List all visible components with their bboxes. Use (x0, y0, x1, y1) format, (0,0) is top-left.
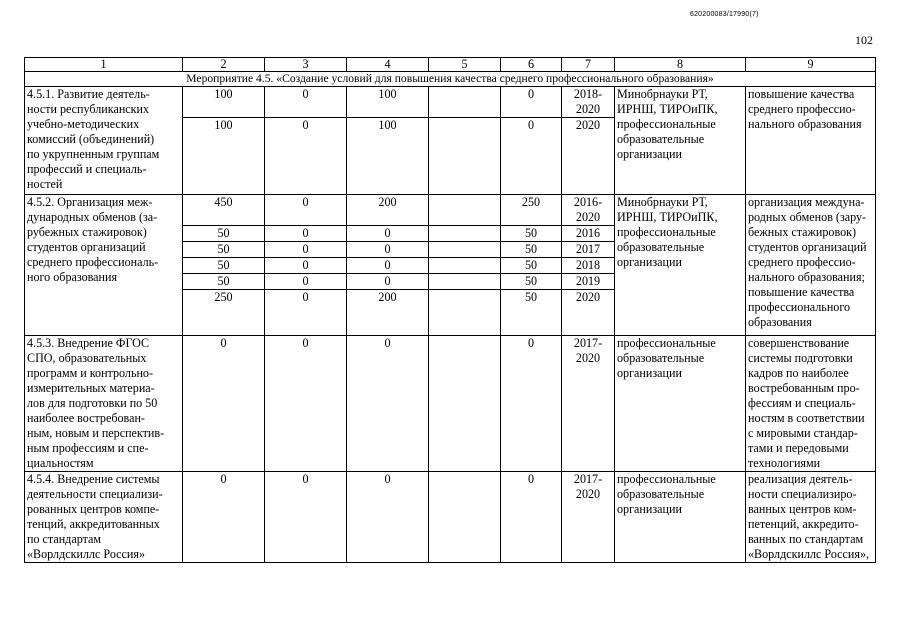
cell-line: реализация деятель- (748, 472, 853, 486)
cell-line: повышение качества (748, 285, 855, 299)
value-cell: 50 (501, 290, 562, 336)
program-table (24, 57, 876, 563)
cell-line: ности республиканских (27, 102, 150, 116)
header-cell: 9 (746, 58, 876, 72)
header-cell: 3 (265, 58, 347, 72)
value-cell: 0 (265, 274, 347, 290)
cell-line: ности специализиро- (748, 487, 857, 501)
cell-line: повышение качества (748, 87, 855, 101)
year-line: 2016 (575, 226, 601, 240)
cell-line: с мировыми стандар- (748, 426, 858, 440)
header-cell: 5 (429, 58, 501, 72)
cell-line: системы подготовки (748, 351, 853, 365)
value-cell (429, 195, 501, 226)
value-cell: 0 (501, 472, 562, 563)
table-row (25, 472, 876, 563)
year-cell (562, 258, 615, 274)
value-cell: 50 (183, 274, 265, 290)
header-cell: 8 (615, 58, 746, 72)
value-cell: 50 (501, 226, 562, 242)
header-cell: 2 (183, 58, 265, 72)
executors-cell (615, 472, 746, 563)
table-row (25, 336, 876, 472)
cell-line: фессиям и специаль- (748, 396, 856, 410)
cell-line: «Ворлдскиллс Россия», (748, 547, 870, 561)
cell-line: совершенствование (748, 336, 850, 350)
value-cell: 450 (183, 195, 265, 226)
value-cell: 200 (347, 195, 429, 226)
cell-line: среднего профессио- (748, 102, 856, 116)
executors-cell (615, 336, 746, 472)
section-title: Мероприятие 4.5. «Создание условий для повышения качества среднего профессионального образования» (25, 72, 876, 87)
value-cell: 100 (347, 87, 429, 118)
cell-line: циальностям (27, 456, 94, 470)
year-cell (562, 87, 615, 118)
cell-line: кадров по наиболее (748, 366, 849, 380)
year-cell (562, 290, 615, 336)
header-cell: 1 (25, 58, 183, 72)
cell-line: ванных по стандартам (748, 532, 864, 546)
cell-line: ностям в соответствии (748, 411, 865, 425)
value-cell: 0 (501, 87, 562, 118)
cell-line: 4.5.3. Внедрение ФГОС (27, 336, 150, 350)
cell-line: среднего профессиональ- (27, 255, 159, 269)
cell-line: комиссий (объединений) (27, 132, 155, 146)
cell-line: организации (617, 502, 682, 516)
cell-line: нального образования; (748, 270, 865, 284)
executors-cell (615, 87, 746, 195)
measure-title (25, 336, 183, 472)
value-cell: 0 (501, 118, 562, 195)
value-cell: 0 (265, 472, 347, 563)
table-row (25, 87, 876, 118)
measure-title (25, 87, 183, 195)
value-cell: 100 (347, 118, 429, 195)
cell-line: образовательные (617, 487, 705, 501)
year-cell (562, 274, 615, 290)
cell-line: тенций, аккредитованных (27, 517, 160, 531)
value-cell: 0 (501, 336, 562, 472)
year-cell (562, 226, 615, 242)
cell-line: по укрупненным группам (27, 147, 160, 161)
cell-line: лов для подготовки по 50 (27, 396, 158, 410)
value-cell: 50 (183, 242, 265, 258)
value-cell (429, 274, 501, 290)
value-cell: 250 (501, 195, 562, 226)
value-cell (429, 290, 501, 336)
cell-line: студентов организаций (27, 240, 146, 254)
cell-line: 4.5.1. Развитие деятель- (27, 87, 150, 101)
header-cell: 4 (347, 58, 429, 72)
value-cell: 0 (347, 336, 429, 472)
value-cell (429, 87, 501, 118)
value-cell (429, 118, 501, 195)
cell-line: организации (617, 255, 682, 269)
cell-line: профессиональные (617, 336, 716, 350)
result-cell (746, 472, 876, 563)
value-cell (429, 242, 501, 258)
value-cell (429, 226, 501, 242)
value-cell (429, 336, 501, 472)
year-cell (562, 242, 615, 258)
year-line: 2017 (575, 242, 601, 256)
year-line: 2018 (575, 258, 601, 272)
cell-line: программ и контрольно- (27, 366, 154, 380)
value-cell: 0 (183, 472, 265, 563)
value-cell: 0 (347, 274, 429, 290)
year-line: 2020 (575, 487, 601, 501)
executors-cell (615, 195, 746, 336)
cell-line: дународных обменов (за- (27, 210, 158, 224)
year-line: 2020 (575, 102, 601, 116)
cell-line: измерительных материа- (27, 381, 155, 395)
section-row (25, 72, 876, 87)
cell-line: по стандартам (27, 532, 102, 546)
cell-line: ИРНШ, ТИРОиПК, (617, 102, 718, 116)
value-cell: 0 (347, 226, 429, 242)
value-cell: 0 (265, 87, 347, 118)
cell-line: востребованным про- (748, 381, 860, 395)
cell-line: петенций, аккредито- (748, 517, 859, 531)
document-code: 620200083/17990(7) (690, 11, 759, 18)
cell-line: ностей (27, 177, 63, 191)
cell-line: Минобрнауки РТ, (617, 87, 708, 101)
cell-line: рованных центров компе- (27, 502, 160, 516)
cell-line: Минобрнауки РТ, (617, 195, 708, 209)
cell-line: организация междуна- (748, 195, 865, 209)
value-cell: 200 (347, 290, 429, 336)
cell-line: организации (617, 366, 682, 380)
result-cell (746, 87, 876, 195)
year-line: 2020 (575, 351, 601, 365)
year-line: 2017- (573, 336, 603, 350)
value-cell: 0 (347, 242, 429, 258)
year-cell (562, 472, 615, 563)
value-cell: 0 (265, 226, 347, 242)
value-cell: 0 (347, 258, 429, 274)
cell-line: студентов организаций (748, 240, 867, 254)
cell-line: профессиональные (617, 225, 716, 239)
header-row (25, 58, 876, 72)
cell-line: рубежных стажировок) (27, 225, 147, 239)
value-cell: 0 (265, 258, 347, 274)
result-cell (746, 336, 876, 472)
year-line: 2020 (575, 118, 601, 132)
cell-line: среднего профессио- (748, 255, 856, 269)
value-cell: 0 (265, 242, 347, 258)
table-row (25, 195, 876, 226)
cell-line: образования (748, 315, 812, 329)
cell-line: организации (617, 147, 682, 161)
cell-line: профессиональные (617, 117, 716, 131)
year-line: 2018- (573, 87, 603, 101)
year-line: 2017- (573, 472, 603, 486)
header-cell: 7 (562, 58, 615, 72)
value-cell: 100 (183, 118, 265, 195)
year-cell (562, 336, 615, 472)
value-cell: 100 (183, 87, 265, 118)
value-cell: 50 (501, 274, 562, 290)
year-line: 2016- (573, 195, 603, 209)
value-cell: 0 (265, 290, 347, 336)
measure-title (25, 472, 183, 563)
cell-line: образовательные (617, 132, 705, 146)
cell-line: ным профессиям и спе- (27, 441, 149, 455)
cell-line: деятельности специализи- (27, 487, 163, 501)
measure-title (25, 195, 183, 336)
cell-line: профессионального (748, 300, 851, 314)
cell-line: ИРНШ, ТИРОиПК, (617, 210, 718, 224)
value-cell: 50 (501, 258, 562, 274)
value-cell: 50 (501, 242, 562, 258)
result-cell (746, 195, 876, 336)
cell-line: 4.5.2. Организация меж- (27, 195, 153, 209)
cell-line: ванных центров ком- (748, 502, 857, 516)
cell-line: образовательные (617, 351, 705, 365)
cell-line: 4.5.4. Внедрение системы (27, 472, 160, 486)
value-cell: 0 (265, 195, 347, 226)
value-cell: 50 (183, 226, 265, 242)
cell-line: нального образования (748, 117, 862, 131)
page-number: 102 (855, 33, 873, 47)
value-cell: 0 (183, 336, 265, 472)
cell-line: родных обменов (зару- (748, 210, 867, 224)
year-cell (562, 195, 615, 226)
value-cell: 0 (265, 336, 347, 472)
cell-line: образовательные (617, 240, 705, 254)
year-cell (562, 118, 615, 195)
value-cell (429, 258, 501, 274)
cell-line: профессий и специаль- (27, 162, 147, 176)
cell-line: «Ворлдскиллс Россия» (27, 547, 146, 561)
cell-line: учебно-методических (27, 117, 140, 131)
value-cell: 250 (183, 290, 265, 336)
cell-line: профессиональные (617, 472, 716, 486)
cell-line: ным, новым и перспектив- (27, 426, 165, 440)
header-cell: 6 (501, 58, 562, 72)
cell-line: ного образования (27, 270, 118, 284)
cell-line: СПО, образовательных (27, 351, 147, 365)
cell-line: тами и передовыми (748, 441, 849, 455)
cell-line: бежных стажировок) (748, 225, 857, 239)
year-line: 2020 (575, 210, 601, 224)
cell-line: технологиями (748, 456, 821, 470)
value-cell (429, 472, 501, 563)
cell-line: наиболее востребован- (27, 411, 145, 425)
year-line: 2020 (575, 290, 601, 304)
year-line: 2019 (575, 274, 601, 288)
value-cell: 0 (265, 118, 347, 195)
value-cell: 50 (183, 258, 265, 274)
value-cell: 0 (347, 472, 429, 563)
